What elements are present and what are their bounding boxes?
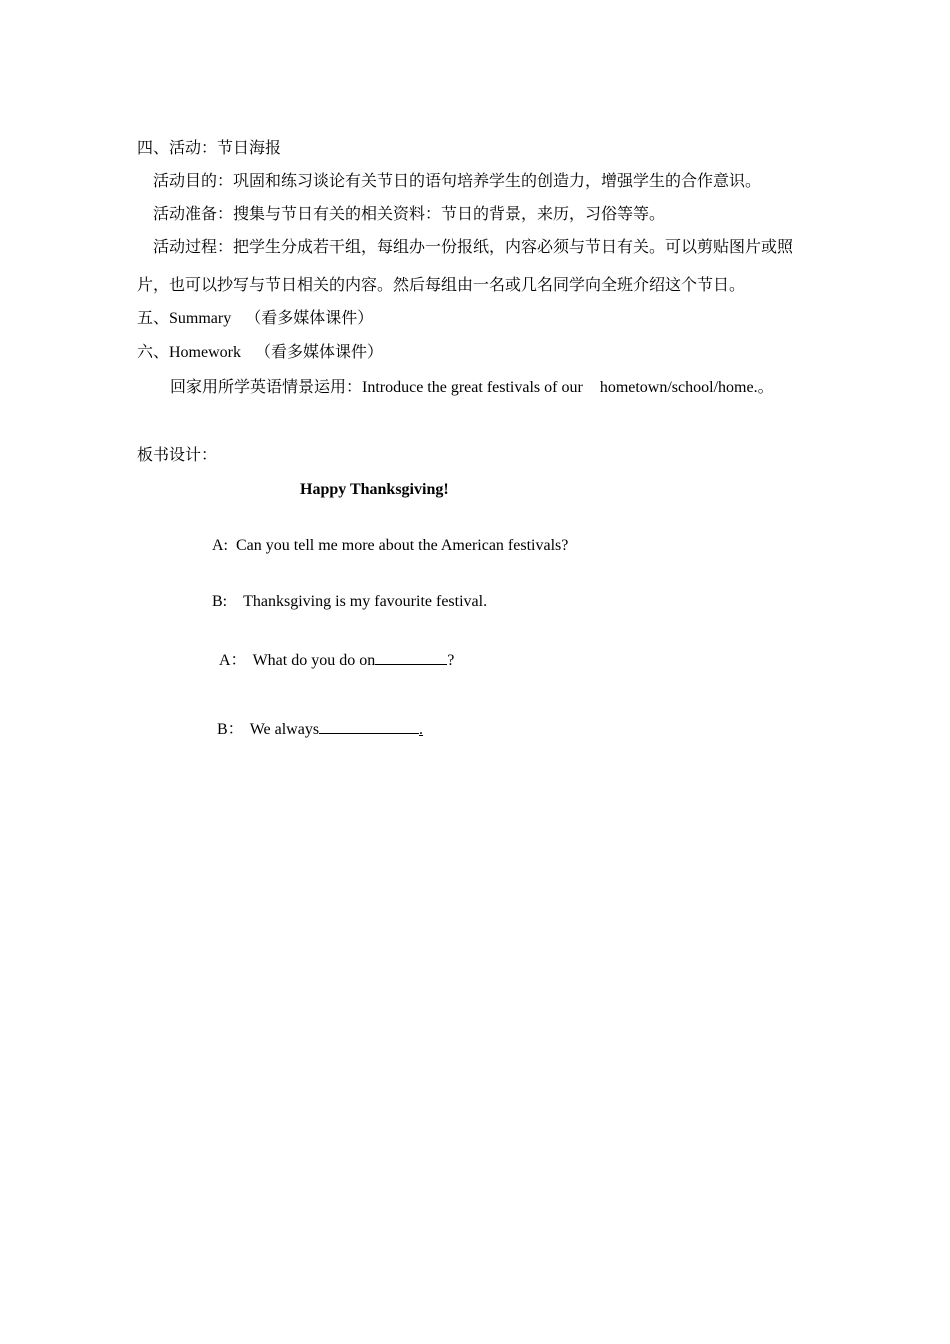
summary-line <box>137 309 373 329</box>
speaker-b: B： <box>217 721 244 738</box>
answer-blank <box>319 717 419 734</box>
dialogue-line-1 <box>212 536 568 556</box>
board-title: Happy Thanksgiving! <box>300 481 449 498</box>
dialogue-text: Can you tell me more about the American festivals? <box>236 537 569 554</box>
homework-task <box>170 378 774 398</box>
activity-process-line1: 活动过程：把学生分成若干组，每组办一份报纸，内容必须与节日有关。可以剪贴图片或照 <box>153 239 794 256</box>
speaker-a: A： <box>219 652 247 669</box>
answer-blank <box>375 648 447 665</box>
homework-line <box>137 343 383 363</box>
dialogue-text: What do you do on <box>252 652 376 669</box>
speaker-b: B: <box>212 593 228 610</box>
activity-preparation: 活动准备：搜集与节日有关的相关资料：节日的背景，来历，习俗等等。 <box>153 206 666 223</box>
dialogue-text: Thanksgiving is my favourite festival. <box>243 593 488 610</box>
activity-purpose: 活动目的：巩固和练习谈论有关节日的语句培养学生的创造力，增强学生的合作意识。 <box>153 173 762 190</box>
board-design-label: 板书设计： <box>137 447 218 464</box>
dialogue-text: We always <box>249 721 320 738</box>
dialogue-line-2 <box>212 592 487 612</box>
section4-heading: 四、活动：节日海报 <box>137 140 282 157</box>
dialogue-line-4 <box>217 717 423 740</box>
homework-task-start: 回家用所学英语情景运用：Introduce the great festivals of our <box>170 379 583 396</box>
speaker-a: A: <box>212 537 228 554</box>
homework-heading: 六、Homework <box>137 344 241 361</box>
dialogue-line-3 <box>219 648 454 671</box>
summary-heading: 五、Summary <box>137 310 232 327</box>
homework-note: （看多媒体课件） <box>255 344 384 361</box>
dialogue-end: . <box>419 721 424 738</box>
homework-task-end: hometown/school/home.。 <box>599 379 774 396</box>
activity-process-line2: 片，也可以抄写与节日相关的内容。然后每组由一名或几名同学向全班介绍这个节日。 <box>137 277 746 294</box>
summary-note: （看多媒体课件） <box>245 310 374 327</box>
dialogue-end: ? <box>447 652 455 669</box>
